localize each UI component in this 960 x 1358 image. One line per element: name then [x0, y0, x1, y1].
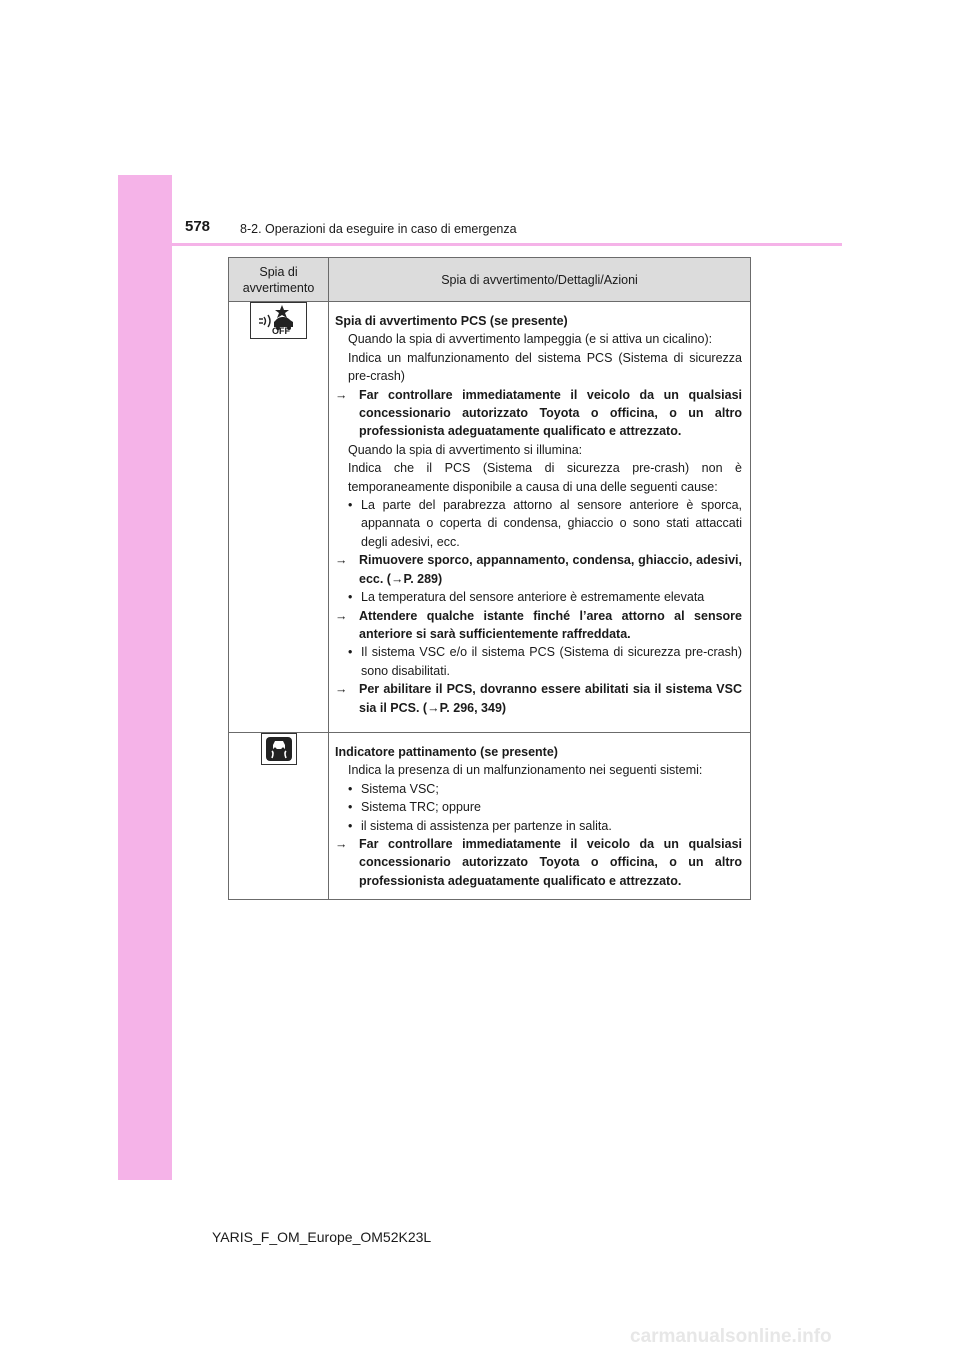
slip-icon-graphic: [262, 734, 296, 764]
slip-indicator-icon: [261, 733, 297, 765]
document-code: YARIS_F_OM_Europe_OM52K23L: [212, 1229, 432, 1245]
pcs-off-label: OFF: [272, 326, 290, 336]
action-label: Attendere qualche istante finché l’area attorno al sensore anteriore si sarà sufficientemente raffreddata.: [359, 608, 742, 641]
bullet-mark: •: [348, 590, 353, 605]
action-text: [335, 607, 742, 644]
icon-cell: [229, 302, 329, 733]
cause-bullet: [335, 588, 742, 606]
bullet-mark: •: [348, 800, 353, 815]
condition-text: Quando la spia di avvertimento si illumina:: [348, 442, 583, 457]
condition-text: Quando la spia di avvertimento lampeggia (e si attiva un cicalino):: [348, 332, 713, 347]
bullet-mark: •: [348, 498, 353, 513]
chapter-sidebar-band: [118, 175, 172, 1180]
arrow-icon: →: [335, 682, 348, 697]
warning-lights-table: [228, 257, 751, 900]
system-bullet: [335, 798, 742, 816]
action-text: [335, 386, 742, 441]
table-row: [229, 732, 751, 899]
bullet-text: La parte del parabrezza attorno al sensore anteriore è sporca, appannata o coperta di condensa, ghiaccio o sono stati attaccati degli adesivi, ecc.: [361, 498, 742, 549]
icon-cell: [229, 732, 329, 899]
meaning-text: Indica un malfunzionamento del sistema PCS (Sistema di sicurezza pre-crash): [348, 350, 742, 384]
bullet-mark: •: [348, 818, 353, 833]
column-header-light: Spia di avvertimento: [229, 258, 329, 302]
cause-bullet: [335, 496, 742, 551]
action-label: Rimuovere sporco, appannamento, condensa, ghiaccio, adesivi, ecc. (→P. 289): [359, 553, 742, 586]
table-row: [229, 302, 751, 733]
bullet-text: il sistema di assistenza per partenze in salita.: [361, 818, 612, 833]
action-text: [335, 551, 742, 588]
meaning-text: Indica che il PCS (Sistema di sicurezza pre-crash) non è temporaneamente disponibile a causa di una delle seguenti cause:: [348, 461, 742, 494]
bullet-mark: •: [348, 645, 353, 660]
arrow-icon: →: [335, 553, 348, 568]
details-cell: [329, 302, 751, 733]
action-text: [335, 680, 742, 717]
table-header-row: [229, 258, 751, 302]
section-title: 8-2. Operazioni da eseguire in caso di emergenza: [240, 222, 517, 236]
bullet-text: Il sistema VSC e/o il sistema PCS (Sistema di sicurezza pre-crash) sono disabilitati.: [361, 645, 742, 678]
header-divider: [118, 243, 842, 246]
bullet-mark: •: [348, 781, 353, 796]
page-number: 578: [185, 218, 211, 235]
watermark: carmanualsonline.info: [630, 1326, 832, 1347]
arrow-icon: →: [335, 836, 348, 851]
bullet-text: La temperatura del sensore anteriore è estremamente elevata: [361, 590, 705, 605]
meaning-text: Indica la presenza di un malfunzionamento nei seguenti sistemi:: [348, 763, 703, 778]
system-bullet: [335, 780, 742, 798]
pcs-off-warning-icon: [250, 302, 307, 339]
column-header-details: Spia di avvertimento/Dettagli/Azioni: [329, 258, 751, 302]
bullet-text: Sistema VSC;: [361, 781, 439, 796]
row-title: Indicatore pattinamento (se presente): [335, 744, 558, 759]
cause-bullet: [335, 643, 742, 680]
action-text: [335, 835, 742, 890]
action-label: Per abilitare il PCS, dovranno essere abilitati sia il sistema VSC sia il PCS. (→P. 296, 349): [359, 682, 742, 715]
system-bullet: [335, 817, 742, 835]
arrow-icon: →: [335, 387, 348, 402]
action-label: Far controllare immediatamente il veicolo da un qualsiasi concessionario autorizzato Toyota o officina, o un altro professionista adeguatamente qualificato e attrezzato.: [359, 836, 742, 888]
bullet-text: Sistema TRC; oppure: [361, 800, 481, 815]
row-title: Spia di avvertimento PCS (se presente): [335, 314, 568, 328]
details-cell: [329, 732, 751, 899]
arrow-icon: →: [335, 608, 348, 623]
action-label: Far controllare immediatamente il veicolo da un qualsiasi concessionario autorizzato Toyota o officina, o un altro professionista adeguatamente qualificato e attrezzato.: [359, 387, 742, 439]
